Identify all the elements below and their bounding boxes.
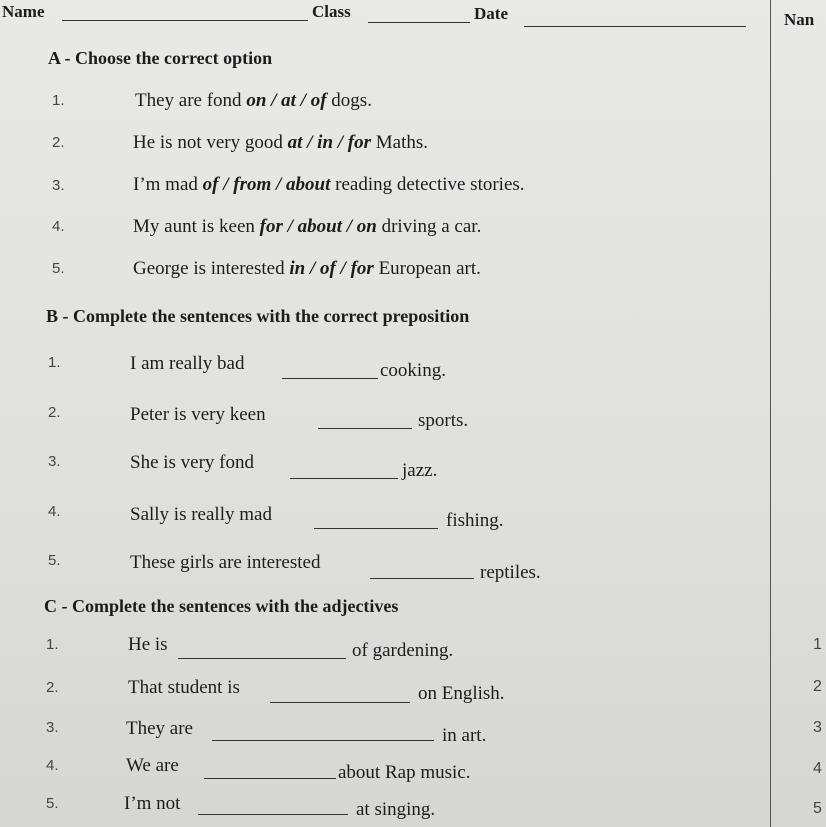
c-item-4-end: about Rap music. xyxy=(338,762,471,783)
b-item-4-blank[interactable] xyxy=(314,528,438,529)
c-item-2-number: 2. xyxy=(46,679,59,696)
b-item-1-blank[interactable] xyxy=(282,378,378,379)
a-item-1: They are fond on / at / of dogs. xyxy=(135,90,372,111)
name-label: Name xyxy=(2,2,45,21)
section-a-title: A - Choose the correct option xyxy=(48,48,273,68)
a-item-4: My aunt is keen for / about / on driving a car. xyxy=(133,216,482,237)
b-item-3-blank[interactable] xyxy=(290,478,398,479)
c-item-1-blank[interactable] xyxy=(178,658,346,659)
b-item-3-text: She is very fond xyxy=(130,452,255,473)
c-item-5-end: at singing. xyxy=(356,799,436,820)
c-item-2-blank[interactable] xyxy=(270,702,410,703)
c-item-5-text: I’m not xyxy=(124,793,181,814)
c-item-4-number: 4. xyxy=(46,757,59,774)
right-edge-number-2: 2 xyxy=(813,678,822,695)
b-item-5-text: These girls are interested xyxy=(130,552,321,573)
b-item-5-blank[interactable] xyxy=(370,578,474,579)
b-item-4-text: Sally is really mad xyxy=(130,504,272,525)
c-item-1-end: of gardening. xyxy=(352,640,454,661)
right-edge-number-4: 4 xyxy=(813,760,822,777)
b-item-2-number: 2. xyxy=(48,404,61,421)
c-item-2-end: on English. xyxy=(418,683,505,704)
a-item-2: He is not very good at / in / for Maths. xyxy=(133,132,429,153)
class-line xyxy=(368,22,470,23)
c-item-1-number: 1. xyxy=(46,636,59,653)
date-line xyxy=(524,26,746,27)
c-item-5-blank[interactable] xyxy=(198,814,348,815)
b-item-1-text: I am really bad xyxy=(130,353,245,374)
a-item-3-number: 3. xyxy=(52,177,65,194)
b-item-5-end: reptiles. xyxy=(480,562,541,583)
b-item-4-number: 4. xyxy=(48,503,61,520)
c-item-5-number: 5. xyxy=(46,795,59,812)
b-item-2-blank[interactable] xyxy=(318,428,412,429)
b-item-1-end: cooking. xyxy=(380,360,446,381)
section-c-title: C - Complete the sentences with the adjectives xyxy=(44,596,399,616)
a-item-3: I’m mad of / from / about reading detective stories. xyxy=(133,174,525,195)
c-item-2-text: That student is xyxy=(128,677,240,698)
c-item-3-blank[interactable] xyxy=(212,740,434,741)
c-item-4-text: We are xyxy=(126,755,179,776)
right-name-label: Nan xyxy=(784,10,815,29)
b-item-2-text: Peter is very keen xyxy=(130,404,266,425)
column-divider xyxy=(770,0,771,827)
b-item-1-number: 1. xyxy=(48,354,61,371)
date-label: Date xyxy=(474,4,508,23)
a-item-2-number: 2. xyxy=(52,134,65,151)
class-label: Class xyxy=(312,2,351,21)
c-item-3-text: They are xyxy=(126,718,193,739)
right-edge-number-5: 5 xyxy=(813,800,822,817)
a-item-1-number: 1. xyxy=(52,92,65,109)
c-item-3-end: in art. xyxy=(442,725,487,746)
right-edge-number-3: 3 xyxy=(813,719,822,736)
a-item-5: George is interested in / of / for European art. xyxy=(133,258,481,279)
name-line xyxy=(62,20,308,21)
c-item-4-blank[interactable] xyxy=(204,778,336,779)
c-item-1-text: He is xyxy=(128,634,168,655)
b-item-2-end: sports. xyxy=(418,410,469,431)
b-item-5-number: 5. xyxy=(48,552,61,569)
right-edge-number-1: 1 xyxy=(813,636,822,653)
b-item-3-number: 3. xyxy=(48,453,61,470)
a-item-4-number: 4. xyxy=(52,218,65,235)
b-item-3-end: jazz. xyxy=(402,460,438,481)
section-b-title: B - Complete the sentences with the correct preposition xyxy=(46,306,470,326)
c-item-3-number: 3. xyxy=(46,719,59,736)
b-item-4-end: fishing. xyxy=(446,510,504,531)
a-item-5-number: 5. xyxy=(52,260,65,277)
